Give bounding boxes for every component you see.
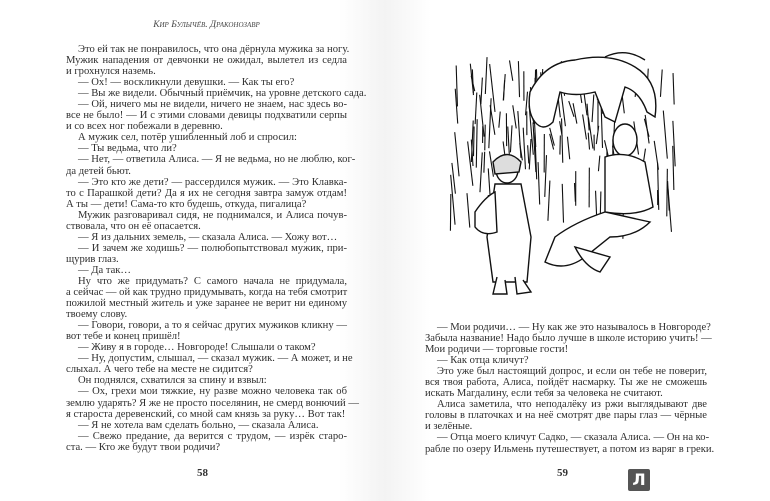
- text-line: щурив глаз.: [66, 253, 119, 265]
- text-line: — Говори, говори, а то я сейчас других мужиков кликну —: [78, 320, 347, 332]
- text-line: — Нет, — ответила Алиса. — Я не ведьма, но не люблю, ког-: [78, 154, 356, 166]
- text-line: головы в платочках и на неё смотрят две пары глаз — чёрные: [425, 410, 707, 422]
- text-line: А ты — дети! Сама-то кто будешь, откуда, пигалица?: [66, 198, 307, 210]
- text-line: Это ей так не понравилось, что она дёрнула мужика за ногу.: [78, 44, 350, 55]
- hatch-stroke: [592, 95, 594, 123]
- running-header: Кир Булычёв. Драконозавр: [153, 20, 260, 30]
- text-line: — Отца моего кличут Садко, — сказала Алиса. — Он на ко-: [437, 432, 710, 444]
- hatch-stroke: [562, 118, 563, 162]
- hatch-stroke: [567, 137, 569, 160]
- text-line: Алиса заметила, что неподалёку из ржи выглядывают две: [437, 399, 707, 411]
- text-line: землю ударять? Я же не просто поселянин, не смерд вонючий —: [66, 397, 359, 409]
- hatch-stroke: [484, 152, 485, 173]
- hatch-stroke: [529, 139, 531, 169]
- right-page: [385, 0, 770, 501]
- hatch-stroke: [573, 103, 577, 123]
- hatch-stroke: [660, 70, 662, 97]
- publisher-logo: Л: [628, 469, 650, 491]
- hatch-stroke: [645, 115, 649, 143]
- text-line: Забыла название! Надо было лучше в школе историю учить! —: [425, 333, 712, 345]
- hatch-stroke: [587, 104, 589, 131]
- text-line: — Да так…: [78, 264, 132, 276]
- text-line: рабле по озеру Ильмень путешествует, а потом из варяг в греки.: [425, 443, 715, 455]
- text-line: Мужик нападения от девчонки не ожидал, вылетел из седла: [66, 55, 347, 67]
- text-line: — Ну, допустим, слышал, — сказал мужик. — А может, и не: [78, 353, 353, 365]
- text-line: и грохнулся наземь.: [66, 66, 156, 78]
- text-line: то с Парашкой дети? Да я их не сегодня завтра замуж отдам!: [66, 187, 347, 199]
- text-line: — Мои родичи… — Ну как же это называлось в Новгороде?: [437, 322, 711, 333]
- text-line: — Ох! — воскликнули девушки. — Как ты его?: [78, 77, 295, 89]
- text-line: пожилой местный житель и уже заранее не верит ни единому: [66, 298, 347, 310]
- hatch-stroke: [518, 111, 521, 158]
- hatch-stroke: [588, 133, 589, 150]
- hatch-stroke: [480, 95, 484, 137]
- hatch-stroke: [504, 80, 505, 100]
- hatch-stroke: [474, 126, 475, 156]
- right-page-text: [425, 322, 715, 455]
- text-line: — Это кто же дети? — рассердился мужик. — Это Клавка-: [78, 176, 347, 188]
- hatch-stroke: [523, 128, 525, 170]
- hatch-stroke: [545, 155, 547, 197]
- text-line: Это уже был настоящий допрос, и если он тебе не поверит,: [437, 366, 707, 378]
- text-line: — И зачем же ходишь? — полюбопытствовал мужик, при-: [78, 242, 347, 254]
- hatch-stroke: [673, 73, 674, 104]
- text-line: — Ой, ничего мы не видели, ничего не знаем, нас здесь во-: [78, 99, 347, 111]
- hatch-stroke: [673, 146, 674, 190]
- text-line: вот тебе и конец пришёл!: [66, 331, 181, 343]
- hatch-stroke: [663, 111, 667, 159]
- hatch-stroke: [667, 169, 668, 217]
- text-line: — Живу я в городе… Новгороде! Слышали о таком?: [78, 342, 316, 354]
- text-line: ствовала, что он её опасается.: [66, 220, 201, 232]
- hatch-stroke: [596, 191, 597, 217]
- hatch-stroke: [455, 132, 459, 176]
- hatch-stroke: [499, 112, 500, 128]
- hatch-stroke: [598, 156, 599, 172]
- hatch-stroke: [538, 162, 540, 204]
- alice-figure: [475, 155, 531, 295]
- text-line: я староста деревенский, со мной сам князь за руку… Вот так!: [66, 408, 346, 420]
- text-line: и со всех ног побежали в деревню.: [66, 121, 223, 133]
- text-line: и зелёные.: [425, 421, 473, 433]
- peasant-figure: [545, 124, 653, 272]
- hatch-stroke: [481, 78, 482, 105]
- text-line: Мужик разговаривал сидя, не поднимался, и Алиса почув-: [78, 209, 347, 221]
- text-line: Мои родичи — торговые гости!: [425, 344, 569, 356]
- text-line: слыхал. А чего тебе на месте не сидится?: [66, 364, 253, 376]
- hatch-stroke: [548, 181, 550, 221]
- text-line: — Как отца кличут?: [437, 355, 529, 367]
- text-line: а сейчас — ой как трудно придумывать, когда на тебя смотрит: [66, 287, 348, 299]
- text-line: — Я не хотела вам сделать больно, — сказала Алиса.: [78, 419, 319, 431]
- text-line: — Ох, грехи мои тяжкие, ну разве можно человека так об: [78, 386, 347, 398]
- page-number-left: 58: [197, 467, 208, 479]
- hatch-stroke: [485, 57, 487, 94]
- hatch-stroke: [476, 119, 477, 167]
- hatch-stroke: [475, 92, 477, 124]
- hatch-stroke: [480, 152, 482, 192]
- illustration-alice-and-peasant: [435, 22, 685, 302]
- left-page-text: [66, 44, 367, 453]
- hatch-stroke: [467, 193, 470, 227]
- hatch-stroke: [518, 61, 519, 97]
- text-line: да детей бьют.: [66, 165, 131, 177]
- text-line: — Ты ведьма, что ли?: [78, 143, 177, 155]
- text-line: Ну что же придумать? С самого начала не придумала,: [78, 275, 347, 287]
- page-number-right: 59: [557, 467, 568, 479]
- hatch-stroke: [510, 60, 513, 80]
- text-line: все не было! — И с этими словами девицы подхватили серпы: [66, 110, 347, 122]
- text-line: искать Магдалину, если тебя за человека не считают.: [425, 388, 663, 400]
- text-line: — Свежо предание, да верится с трудом, — изрёк старо-: [78, 430, 347, 442]
- hatch-stroke: [583, 115, 587, 140]
- hatch-stroke: [513, 105, 516, 128]
- text-line: твоему слову.: [66, 309, 128, 321]
- text-line: вся твоя работа, Алиса, пойдёт насмарку. Ты же не сможешь: [425, 377, 707, 389]
- hatch-stroke: [562, 184, 563, 223]
- text-line: ста. — Кто же будут твои родичи?: [66, 441, 221, 453]
- text-line: Он поднялся, схватился за спину и взвыл:: [78, 375, 267, 387]
- text-line: А мужик сел, потёр ушибленный лоб и спросил:: [78, 132, 297, 144]
- text-line: — Вы же видели. Обычный приёмчик, на уровне детского сада.: [78, 88, 367, 100]
- hatch-stroke: [528, 145, 529, 163]
- text-line: — Я из дальних земель, — сказала Алиса. — Хожу вот…: [78, 231, 338, 243]
- hatch-stroke: [510, 125, 512, 152]
